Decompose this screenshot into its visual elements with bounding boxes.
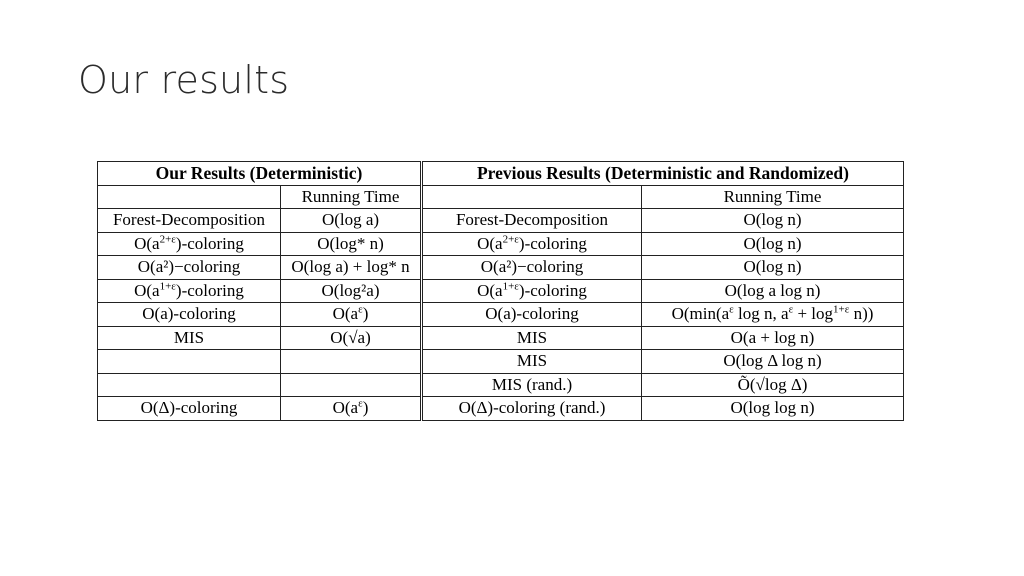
ours-time-cell [281,350,422,374]
empty-cell [422,185,642,209]
ours-time-cell: O(log a) + log* n [281,256,422,280]
ours-task-cell: Forest-Decomposition [98,209,281,233]
table-row [98,373,904,397]
ours-task-cell: O(a²)−coloring [98,256,281,280]
prev-time-cell: O(a + log n) [642,326,904,350]
prev-task-cell: O(Δ)-coloring (rand.) [422,397,642,421]
table-row [98,303,904,327]
table-row [98,256,904,280]
prev-time-cell: Õ(√log Δ) [642,373,904,397]
table-subheader-row [98,185,904,209]
table-row [98,326,904,350]
prev-task-cell: MIS (rand.) [422,373,642,397]
ours-time-cell: $O(a^\varepsilon)$ [281,397,422,421]
ours-time-cell: O(log²a) [281,279,422,303]
empty-cell [98,185,281,209]
prev-time-cell: O(log n) [642,256,904,280]
prev-time-cell: O(log log n) [642,397,904,421]
table-row [98,279,904,303]
prev-task-cell: MIS [422,326,642,350]
prev-task-cell: $O(a^{1+\varepsilon})$-coloring [422,279,642,303]
ours-time-cell: O(log* n) [281,232,422,256]
slide-title: Our results [78,58,290,102]
prev-task-cell: O(a)-coloring [422,303,642,327]
header-previous-results: Previous Results (Deterministic and Randomized) [422,162,904,186]
table-row [98,350,904,374]
prev-time-cell: O(log n) [642,209,904,233]
prev-task-cell: MIS [422,350,642,374]
table-row [98,232,904,256]
table-row [98,397,904,421]
ours-task-cell: O(a)-coloring [98,303,281,327]
subheader-running-time-ours: Running Time [281,185,422,209]
prev-time-cell: $O(\min(a^\varepsilon$ log n, $a^\varepsilon + \log^{1+\varepsilon} n$)) [642,303,904,327]
header-our-results: Our Results (Deterministic) [98,162,422,186]
ours-task-cell: $O(a^{1+\varepsilon})$-coloring [98,279,281,303]
ours-time-cell: $O(a^\varepsilon)$ [281,303,422,327]
prev-task-cell: O(a²)−coloring [422,256,642,280]
prev-time-cell: O(log a log n) [642,279,904,303]
ours-time-cell [281,373,422,397]
ours-task-cell: MIS [98,326,281,350]
subheader-running-time-prev: Running Time [642,185,904,209]
ours-task-cell [98,350,281,374]
results-table [97,161,904,421]
prev-time-cell: O(log Δ log n) [642,350,904,374]
ours-time-cell: O(√a) [281,326,422,350]
prev-task-cell: $O(a^{2+\varepsilon})$-coloring [422,232,642,256]
table-header-row [98,162,904,186]
table-row [98,209,904,233]
prev-time-cell: O(log n) [642,232,904,256]
ours-task-cell: $O(a^{2+\varepsilon})$-coloring [98,232,281,256]
ours-task-cell [98,373,281,397]
ours-time-cell: O(log a) [281,209,422,233]
ours-task-cell: O(Δ)-coloring [98,397,281,421]
prev-task-cell: Forest-Decomposition [422,209,642,233]
